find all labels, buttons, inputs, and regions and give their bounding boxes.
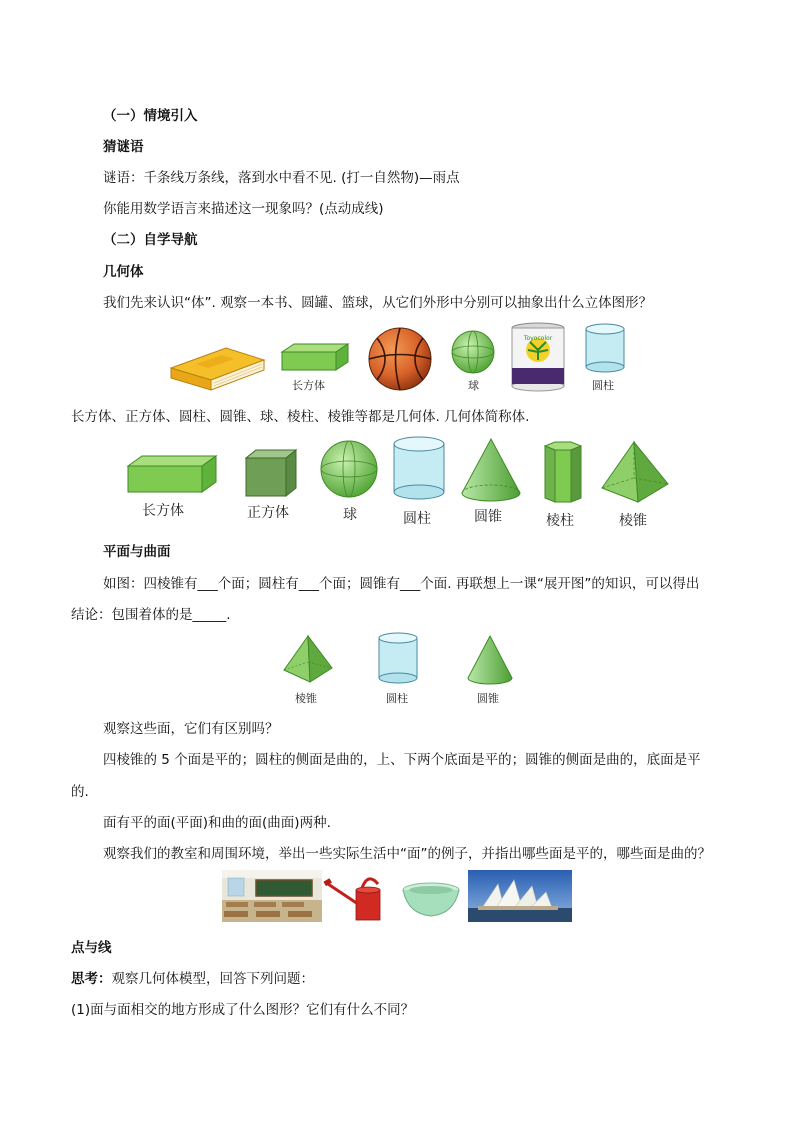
label-cylinder-1: 圆柱 [592,379,614,392]
label-cuboid-1: 长方体 [292,379,325,392]
think-text: 观察几何体模型，回答下列问题： [111,971,314,987]
faces-para1-line1: 如图：四棱锥有___个面；圆柱有___个面；圆锥有___个面. 再联想上一课“展开图”的知识，可以得出 [103,576,700,592]
riddle-heading: 猜谜语 [103,139,144,155]
label-cube: 正方体 [247,505,289,521]
faces-para2-line1: 四棱锥的 5 个面是平的；圆柱的侧面是曲的，上、下两个底面是平的；圆锥的侧面是曲的，底面是平 [103,752,701,768]
bowl-photo [400,880,462,920]
label-sphere-1: 球 [468,379,479,392]
label-cylinder-2: 圆柱 [403,511,431,527]
faces-para3: 面有平的面(平面)和曲的面(曲面)两种. [103,815,331,831]
sphere-large-image [320,440,378,498]
think-line [71,967,314,987]
label-cone-2: 圆锥 [477,692,499,705]
prism-image [541,440,585,506]
faces-para4: 观察我们的教室和周围环境，举出一些实际生活中“面”的例子，并指出哪些面是平的，哪些面是曲的？ [103,846,711,862]
think-label: 思考： [71,971,112,987]
faces-para1-line2: 结论：包围着体的是_____. [71,607,231,623]
label-cone-1: 圆锥 [474,509,502,525]
paint-can-text: Toyocolor [523,335,553,342]
sphere-small-image [451,330,495,374]
section2-heading: （二）自学导航 [103,232,198,248]
cone-large-image [460,437,522,503]
cuboid-small-image [280,342,350,372]
basketball-image [367,326,433,392]
solids-heading: 几何体 [103,264,144,280]
label-prism: 棱柱 [546,513,574,529]
pyramid-small-image [282,634,334,686]
solids-intro: 我们先来认识“体”. 观察一本书、圆罐、篮球，从它们外形中分别可以抽象出什么立体图形？ [103,295,653,311]
pyramid-large-image [600,440,670,506]
opera-house-photo [468,870,572,922]
cuboid-large-image [126,454,218,494]
cylinder-large-image [392,436,446,502]
points-lines-heading: 点与线 [71,940,112,956]
cylinder-small-image [584,322,626,374]
label-pyramid-1: 棱锥 [619,513,647,529]
watering-can-photo [322,870,396,922]
label-sphere-2: 球 [343,507,357,523]
paint-can-image [510,322,566,392]
book-image [166,342,266,392]
points-lines-q1: (1)面与面相交的地方形成了什么图形？它们有什么不同？ [71,1002,415,1018]
classroom-photo [222,870,322,922]
label-cylinder-3: 圆柱 [386,692,408,705]
section1-heading: （一）情境引入 [103,108,198,124]
faces-heading: 平面与曲面 [103,544,171,560]
solids-summary: 长方体、正方体、圆柱、圆锥、球、棱柱、棱锥等都是几何体. 几何体简称体. [71,409,530,425]
label-cuboid-2: 长方体 [142,503,184,519]
faces-q1: 观察这些面，它们有区别吗？ [103,721,279,737]
cone-small-image [466,634,514,686]
label-pyramid-2: 棱锥 [295,692,317,705]
riddle-question: 你能用数学语言来描述这一现象吗？(点动成线) [103,201,384,217]
cube-image [244,448,298,498]
cylinder-medium-image [377,632,419,686]
faces-para2-line2: 的. [71,784,89,800]
riddle-text: 谜语：千条线万条线，落到水中看不见. (打一自然物)—雨点 [103,170,460,186]
